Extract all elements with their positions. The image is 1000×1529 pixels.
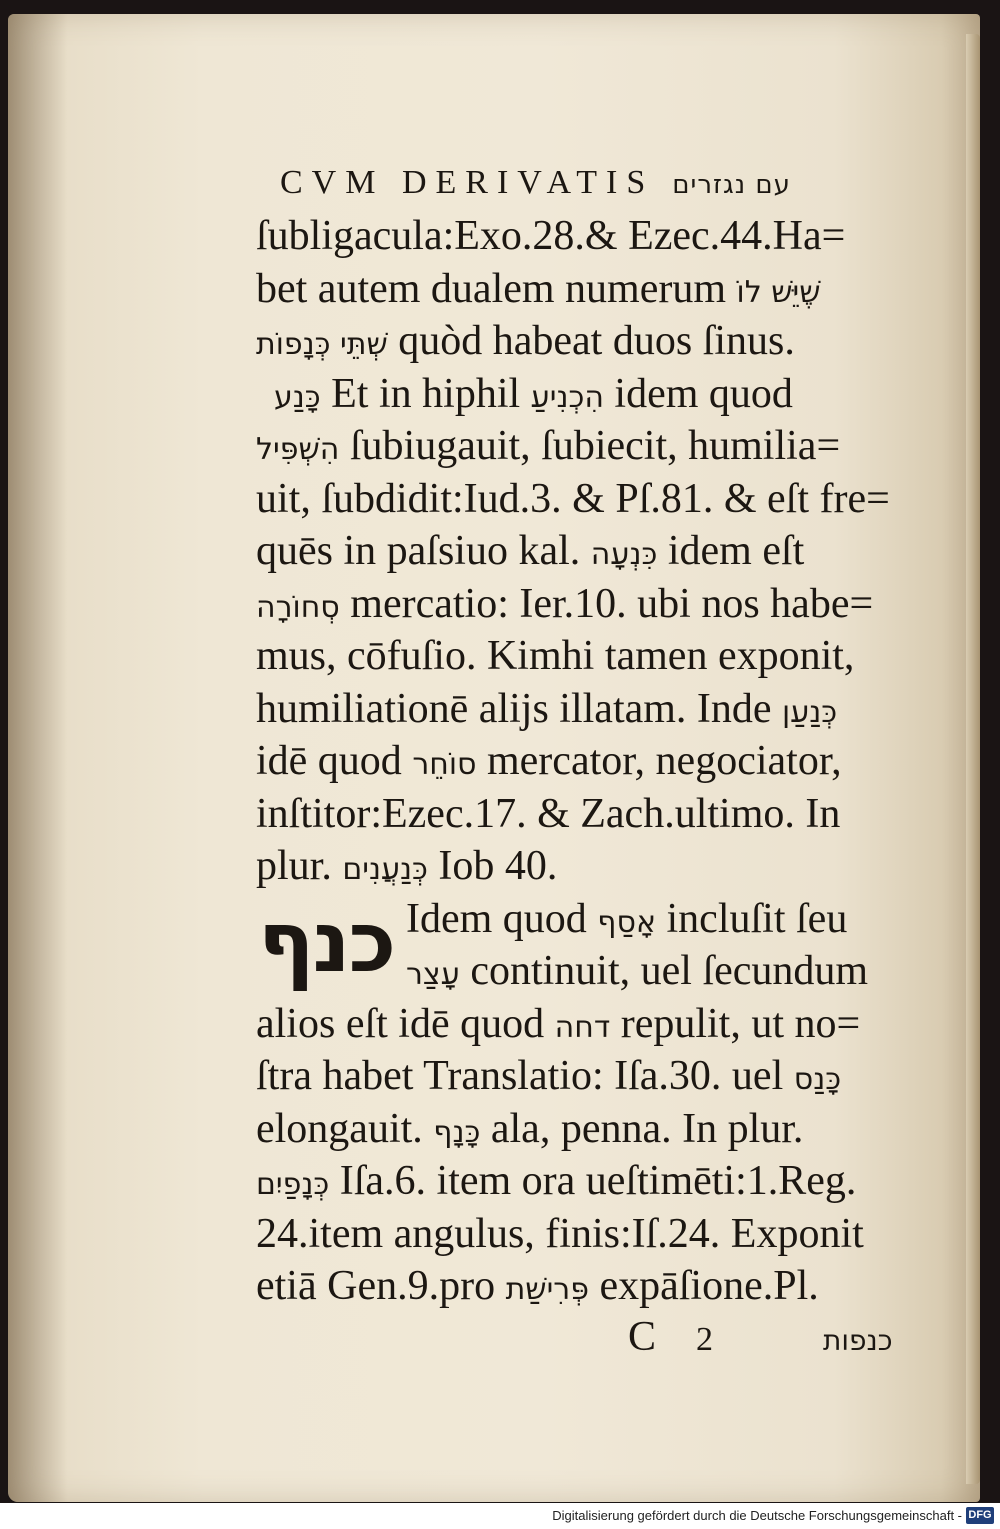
text-line [256, 315, 926, 368]
catchword: כנפות [823, 1323, 893, 1357]
dfg-logo: DFG [966, 1507, 994, 1524]
text-line [406, 945, 868, 998]
text-line [256, 1103, 926, 1156]
latin-text: Et in hiphil [320, 370, 531, 417]
text-line [256, 1208, 926, 1261]
latin-text: bet autem dualem numerum [256, 265, 737, 312]
latin-text: etiā Gen.9.pro [256, 1263, 506, 1309]
latin-text: alios eſt idē quod [256, 1000, 555, 1047]
page-edge [966, 34, 980, 1484]
hebrew-word: כְּנָפַיִם [256, 1167, 330, 1202]
spine-shadow [8, 14, 68, 1502]
latin-text: inſtitor:Ezec.17. & Zach.ultimo. In [256, 790, 841, 837]
latin-text: mercator, negociator, [476, 738, 842, 784]
signature-number: 2 [696, 1320, 714, 1358]
text-line [256, 630, 926, 683]
latin-text: Iob 40. [427, 843, 558, 889]
running-header [280, 164, 926, 210]
latin-text: plur. [256, 843, 343, 889]
latin-text: Idem quod [406, 895, 598, 942]
hebrew-word: כָּנָף [433, 1114, 481, 1150]
text-line [256, 840, 926, 893]
text-line [256, 735, 926, 788]
hebrew-word: שֶׁיֵּשׁ לוֹ [736, 274, 821, 310]
credit-text: Digitalisierung gefördert durch die Deutsche Forschungsgemeinschaft - [552, 1508, 962, 1523]
latin-text: expāſione.Pl. [588, 1263, 819, 1309]
book-page [8, 14, 980, 1502]
latin-text: ſtra habet Translatio: Iſa.30. uel [256, 1053, 794, 1099]
text-line [256, 998, 926, 1051]
latin-text: uit, ſubdidit:Iud.3. & Pſ.81. & eſt fre= [256, 475, 890, 522]
page-text [256, 164, 926, 1365]
hebrew-word: פְּרִישַׁת [505, 1272, 589, 1307]
latin-text: idem eſt [657, 528, 805, 574]
hebrew-word: אָסַף [597, 904, 657, 940]
text-line [256, 473, 926, 526]
latin-text: continuit, uel ſecundum [459, 948, 869, 994]
hebrew-word: הִכְנִיעַ [530, 379, 604, 415]
entry-block [256, 893, 926, 998]
entry-first-lines [406, 893, 868, 998]
latin-text: ſubligacula:Exo.28.& Ezec.44.Ha= [256, 213, 846, 259]
latin-text: mercatio: Ier.10. ubi nos habe= [339, 580, 874, 627]
text-line [256, 788, 926, 841]
text-line [256, 368, 926, 421]
text-line [256, 263, 926, 316]
hebrew-word: עָצַר [406, 957, 460, 992]
hebrew-word: דחה [554, 1009, 611, 1045]
latin-text: repulit, ut no= [610, 1000, 861, 1047]
text-line [256, 683, 926, 736]
running-header-latin: CVM DERIVATIS [280, 164, 655, 201]
latin-text: humiliationē alijs illatam. Inde [256, 685, 783, 732]
latin-text: ſubiugauit, ſubiecit, humilia= [339, 423, 841, 469]
hebrew-word: כָּנַע [274, 379, 321, 415]
text-lines-upper [256, 210, 926, 893]
text-line [256, 420, 926, 473]
text-line [256, 578, 926, 631]
latin-text: idē quod [256, 738, 413, 784]
latin-text: ala, penna. In plur. [480, 1105, 804, 1152]
text-line [256, 1050, 926, 1103]
hebrew-word: סוֹחֵר [412, 747, 477, 782]
hebrew-word: שְׁתֵּי כְּנָפוֹת [256, 327, 388, 362]
latin-text: elongauit. [256, 1105, 434, 1152]
latin-text: quòd habeat duos ſinus. [387, 318, 795, 364]
entry-headword: כנף [257, 892, 395, 991]
latin-text: 24.item angulus, finis:Iſ.24. Exponit [256, 1210, 864, 1257]
page-footer [256, 1313, 926, 1365]
text-line [406, 893, 868, 946]
signature-mark: C [628, 1313, 657, 1360]
hebrew-word: כְּנַעֲנִים [342, 852, 428, 887]
text-line [256, 210, 926, 263]
latin-text: quēs in paſsiuo kal. [256, 528, 591, 574]
hebrew-word: כִּנְעָה [590, 537, 658, 572]
latin-text: incluſit ſeu [656, 895, 848, 942]
latin-text: idem quod [603, 370, 793, 417]
hebrew-word: כָּנַס [793, 1062, 842, 1097]
latin-text: Iſa.6. item ora ueſtimēti:1.Reg. [329, 1158, 857, 1204]
hebrew-word: הִשְׁפִּיל [256, 432, 340, 467]
text-line [256, 1155, 926, 1208]
text-line [256, 1260, 926, 1313]
hebrew-word: כְּנַעַן [782, 694, 838, 730]
latin-text: mus, cōfuſio. Kimhi tamen exponit, [256, 633, 855, 679]
text-lines-lower [256, 998, 926, 1313]
hebrew-word: סְחוֹרָה [256, 589, 340, 625]
text-line [256, 525, 926, 578]
credit-bar [0, 1503, 1000, 1529]
running-header-hebrew: עם נגזרים [672, 170, 791, 200]
